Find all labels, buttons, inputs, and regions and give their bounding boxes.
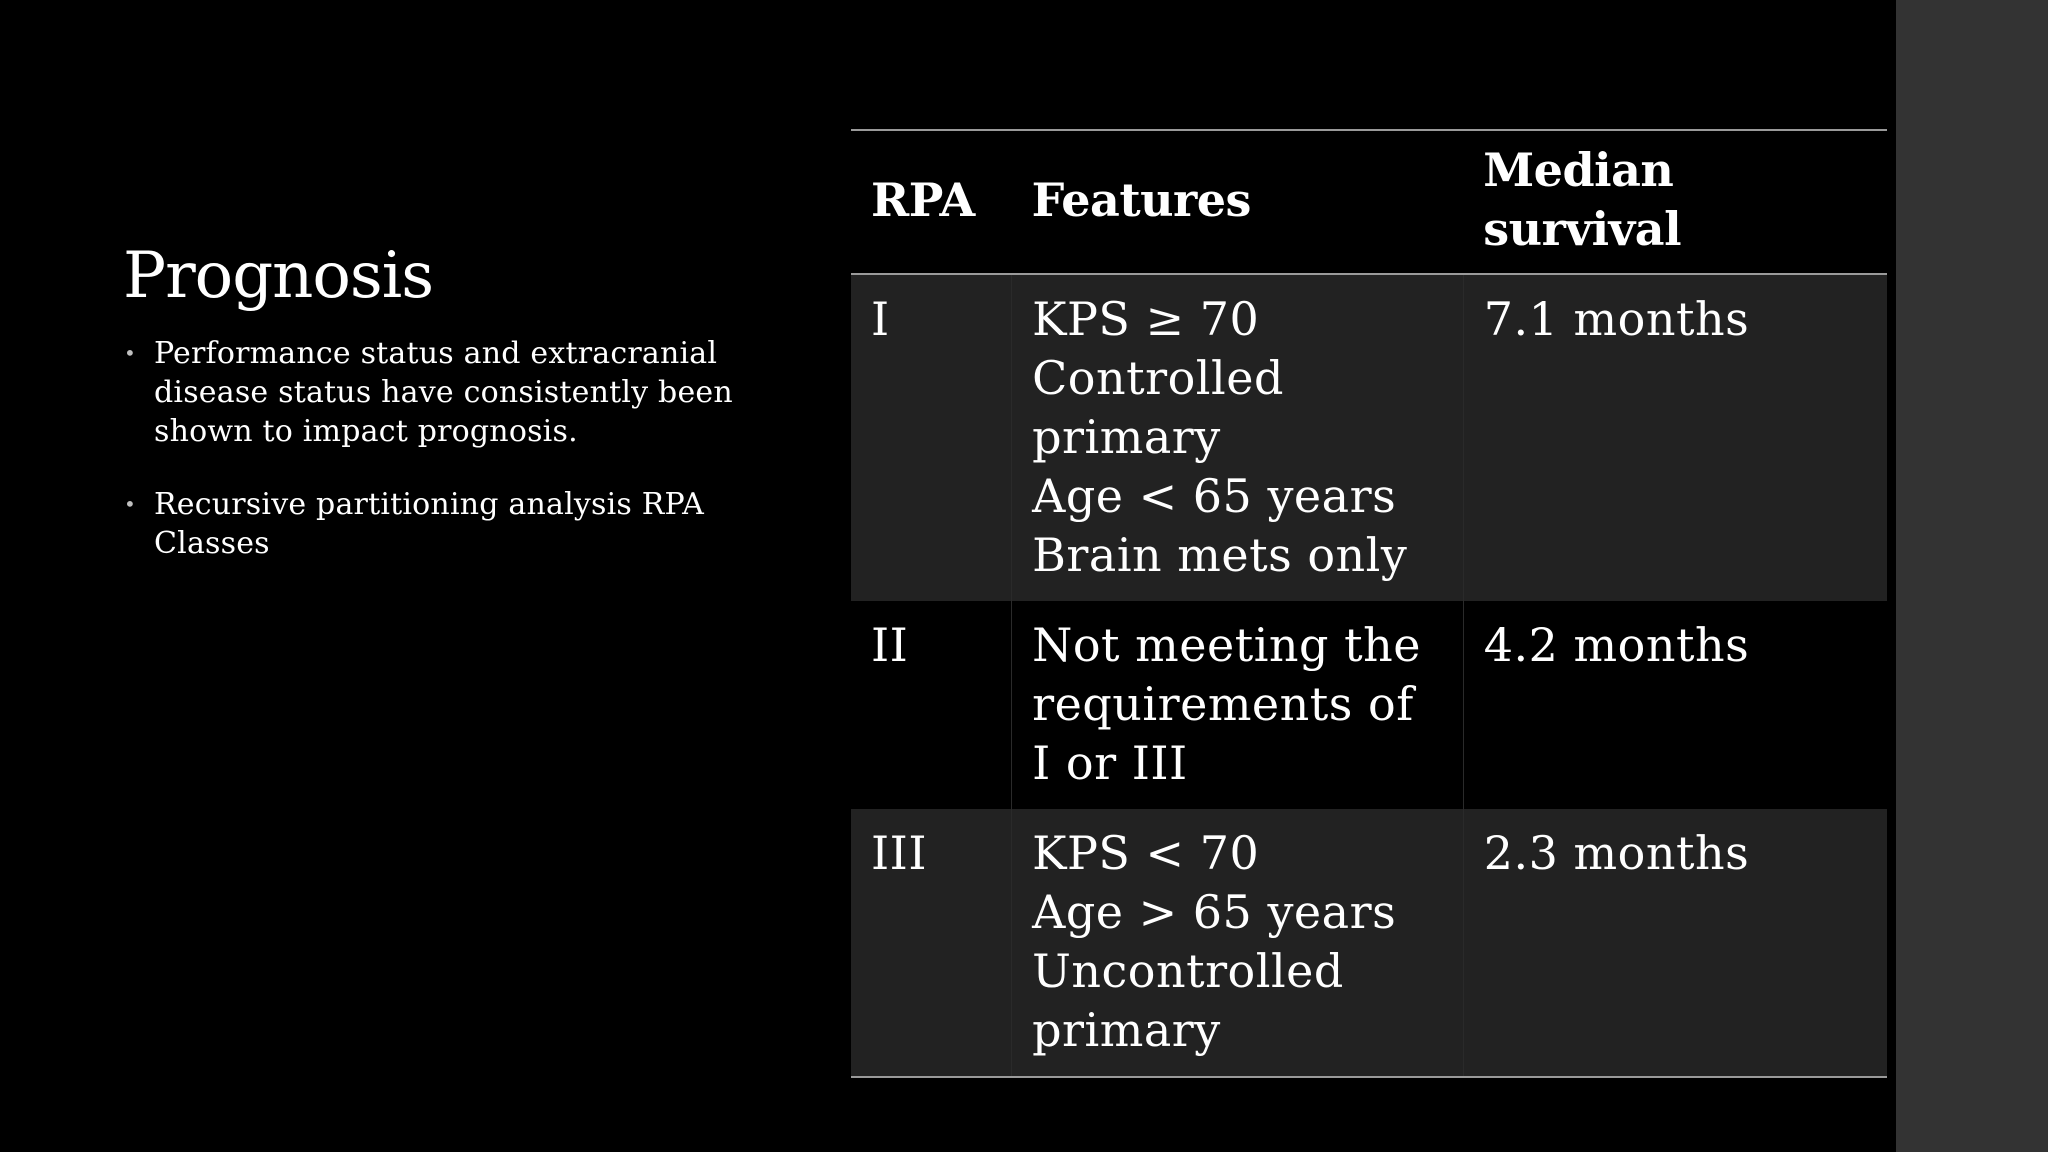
bullet-text: Performance status and extracranial disease status have consistently been shown to impact prognosis. <box>154 336 733 449</box>
slide-title: Prognosis <box>123 239 434 313</box>
median-survival: 2.3 months <box>1463 809 1887 1077</box>
bullet-item <box>124 485 764 563</box>
rpa-table <box>851 129 1887 1078</box>
table-row <box>851 274 1887 601</box>
header-rpa: RPA <box>871 172 975 227</box>
table-row <box>851 601 1887 809</box>
feature-line: Uncontrolled primary <box>1032 944 1344 1057</box>
feature-line: KPS < 70 <box>1032 826 1260 880</box>
features-cell <box>1012 601 1464 809</box>
table-row <box>851 809 1887 1077</box>
features-cell <box>1012 274 1464 601</box>
bullet-text: Recursive partitioning analysis RPA Classes <box>154 487 705 561</box>
rpa-class: II <box>851 601 1012 809</box>
feature-line: Age > 65 years <box>1032 885 1397 939</box>
bullet-icon: • <box>124 492 136 516</box>
side-panel <box>1896 0 2048 1152</box>
feature-line: Brain mets only <box>1032 528 1408 582</box>
feature-line: Controlled primary <box>1032 351 1284 464</box>
bullet-list <box>124 334 764 597</box>
median-survival: 7.1 months <box>1463 274 1887 601</box>
features-cell <box>1012 809 1464 1077</box>
feature-line: Age < 65 years <box>1032 469 1397 523</box>
rpa-class: I <box>851 274 1012 601</box>
feature-line: KPS ≥ 70 <box>1032 292 1260 346</box>
bullet-item <box>124 334 764 451</box>
feature-line: Not meeting the requirements of I or III <box>1032 618 1421 790</box>
header-median-survival: Median survival <box>1483 143 1682 256</box>
rpa-class: III <box>851 809 1012 1077</box>
median-survival: 4.2 months <box>1463 601 1887 809</box>
table-header-row <box>851 130 1887 274</box>
bullet-icon: • <box>124 341 136 365</box>
header-features: Features <box>1031 172 1251 227</box>
